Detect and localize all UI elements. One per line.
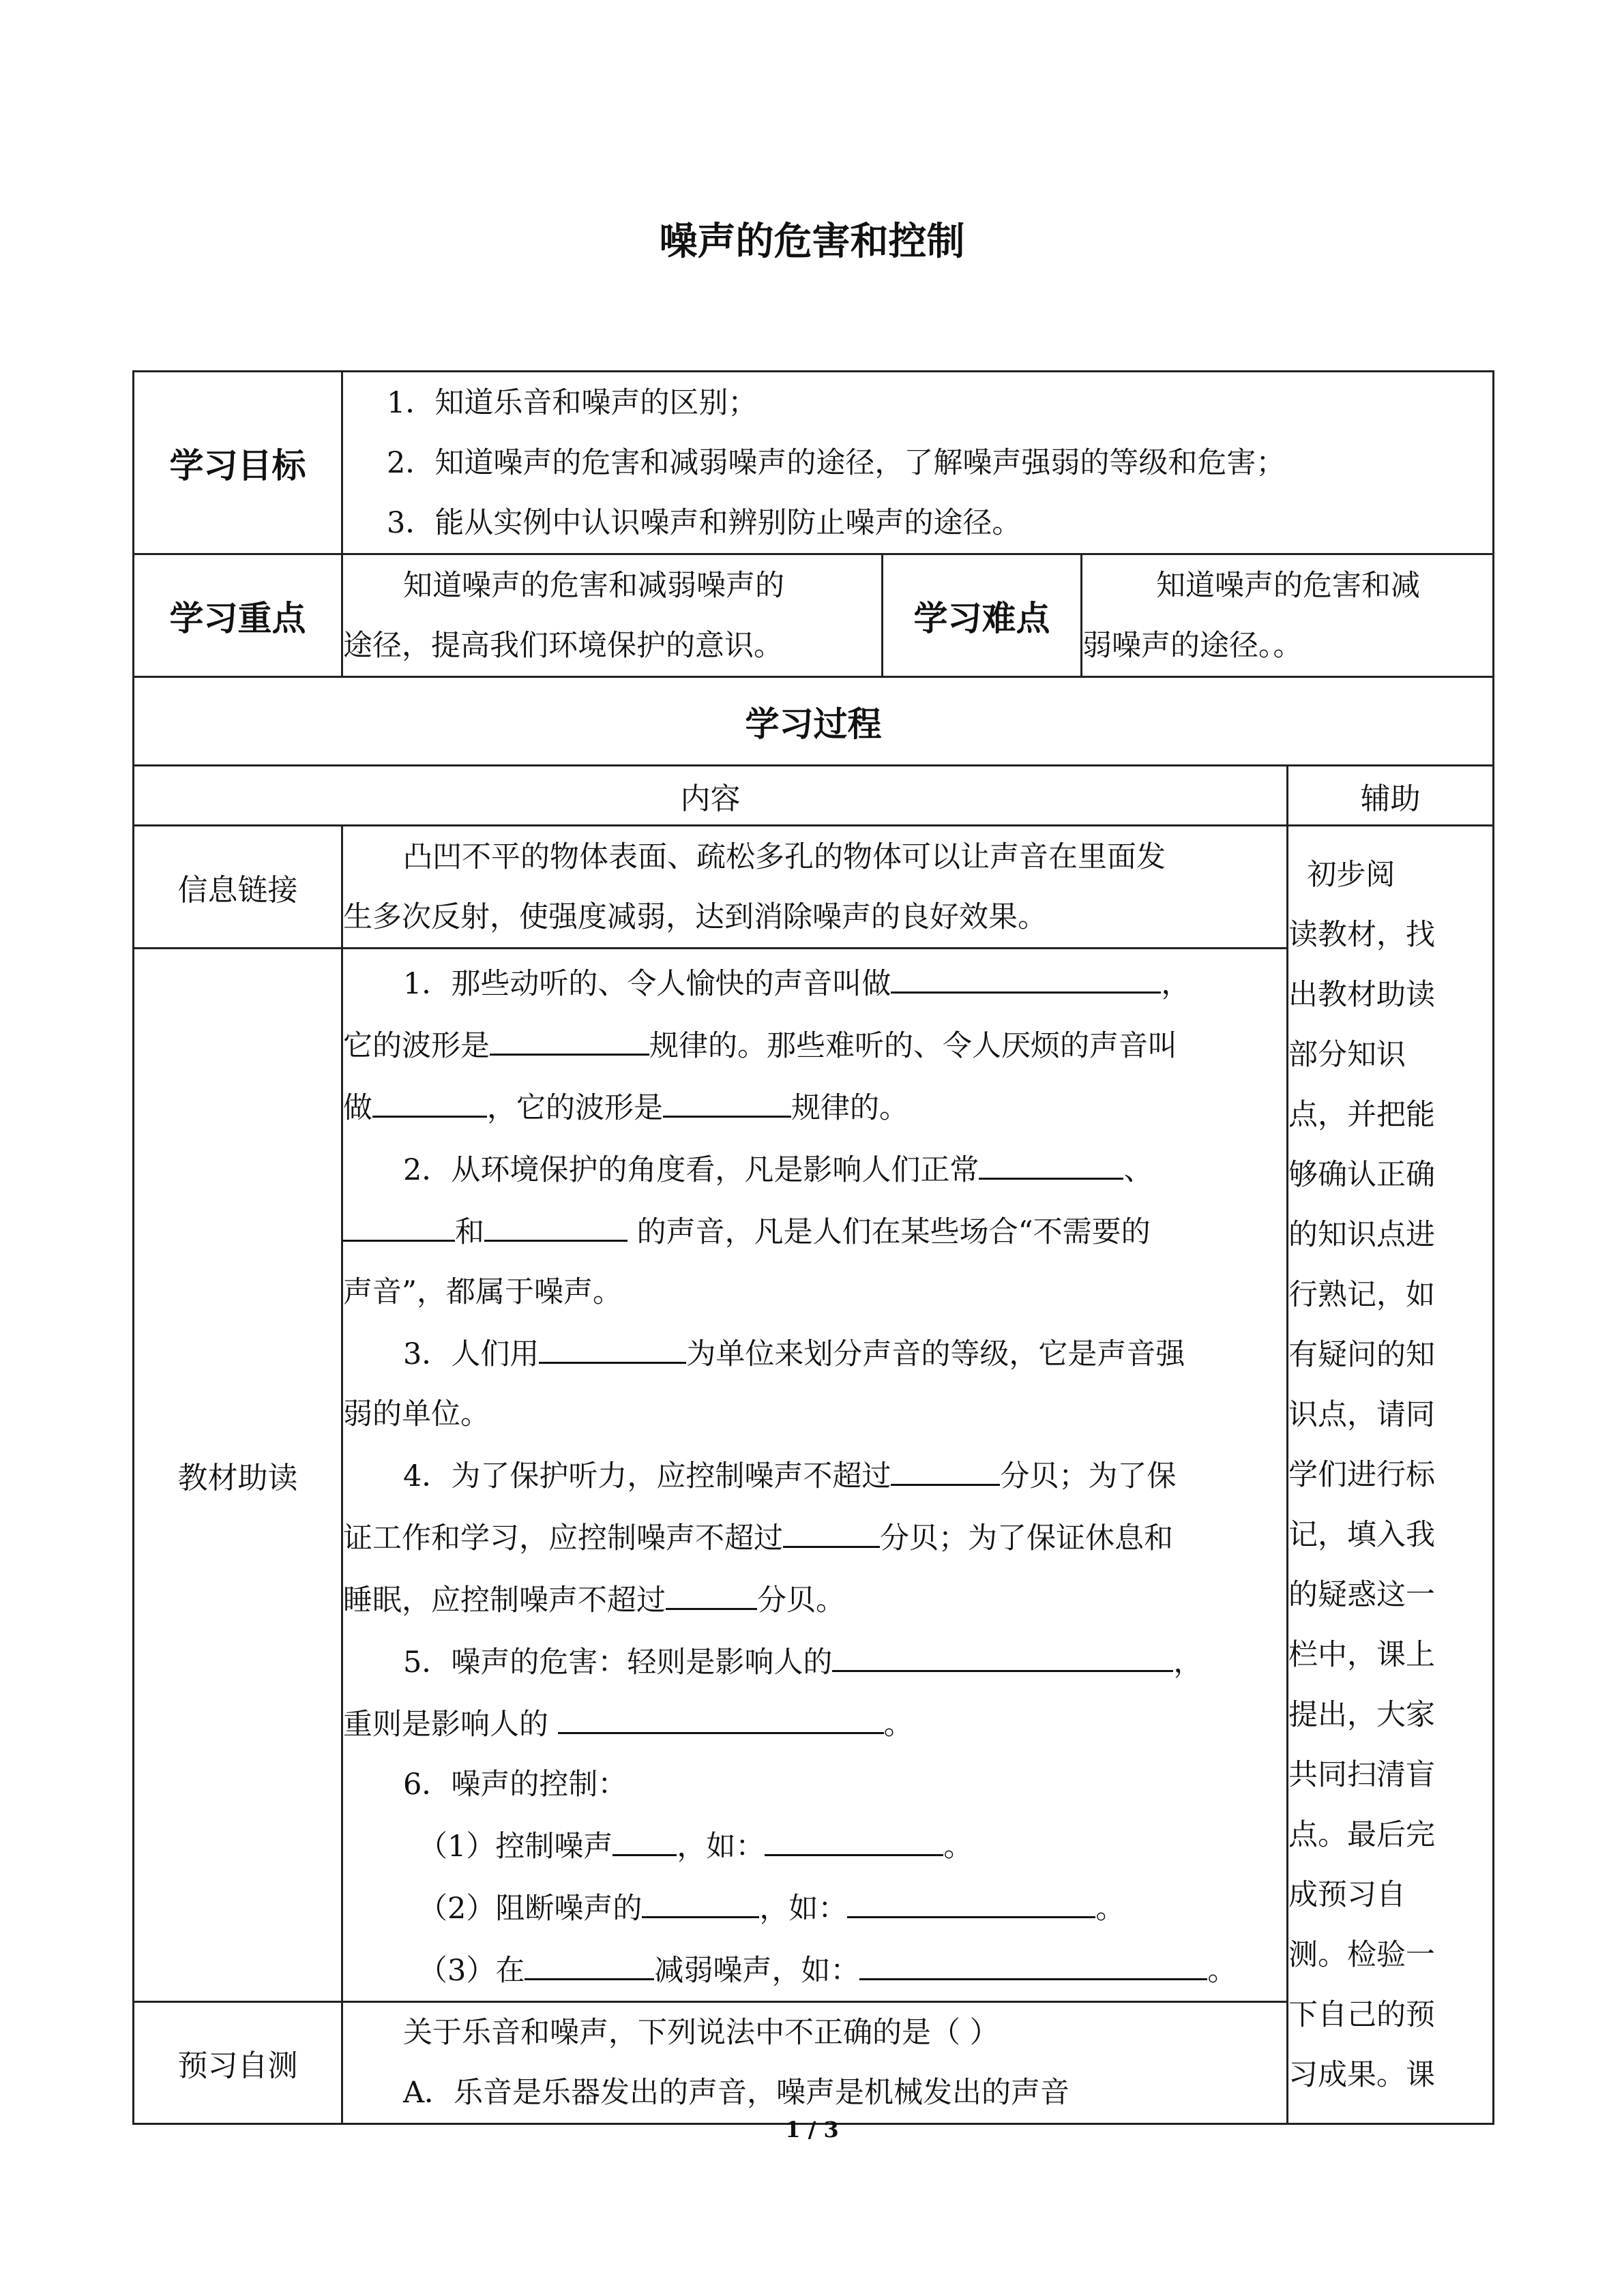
aux-line: 的疑惑这一 xyxy=(1288,1577,1435,1612)
question-3-line: 弱的单位。 xyxy=(343,1397,490,1431)
question-6-line: 6．噪声的控制： xyxy=(403,1768,628,1802)
aux-line: 够确认正确 xyxy=(1288,1157,1435,1192)
question-1-line: 做 ，它的波形是 规律的。 xyxy=(343,1076,1286,1138)
self-test-question: 关于乐音和噪声，下列说法中不正确的是（ ） xyxy=(403,2016,999,2050)
goal-item: 3．能从实例中认识噪声和辨别防止噪声的途径。 xyxy=(387,505,1022,540)
info-link-label: 信息链接 xyxy=(134,826,342,949)
question-4-line: 证工作和学习，应控制噪声不超过 分贝；为了保证休息和 xyxy=(343,1506,1286,1568)
blank-field[interactable] xyxy=(832,1630,1173,1672)
key-points-label: 学习重点 xyxy=(134,554,342,677)
aux-line: 提出，大家 xyxy=(1288,1697,1435,1732)
question-4-line: 睡眠，应控制噪声不超过 分贝。 xyxy=(343,1568,1286,1630)
info-link-content xyxy=(342,826,1288,949)
key-points-line: 途径，提高我们环境保护的意识。 xyxy=(343,628,783,663)
aux-line: 学们进行标 xyxy=(1288,1457,1435,1492)
key-points-row xyxy=(134,554,1494,677)
self-test-content xyxy=(342,2002,1288,2124)
blank-field[interactable] xyxy=(979,1138,1123,1180)
aux-line: 点，并把能 xyxy=(1288,1097,1435,1132)
aux-notes xyxy=(1288,826,1494,2124)
info-link-row xyxy=(134,826,1494,949)
textbook-content xyxy=(342,949,1288,2002)
column-header-row xyxy=(134,766,1494,826)
page-number: 1 / 3 xyxy=(785,2117,839,2143)
blank-field[interactable] xyxy=(343,1200,455,1242)
question-5-line: 重则是影响人的 。 xyxy=(343,1693,1286,1755)
blank-field[interactable] xyxy=(539,1322,686,1364)
process-header: 学习过程 xyxy=(134,677,1494,766)
aux-line: 有疑问的知 xyxy=(1288,1337,1435,1372)
blank-field[interactable] xyxy=(891,952,1161,994)
self-test-label: 预习自测 xyxy=(134,2002,342,2124)
blank-field[interactable] xyxy=(612,1815,677,1856)
aux-line: 栏中，课上 xyxy=(1288,1637,1435,1672)
document-title: 噪声的危害和控制 xyxy=(659,220,965,264)
blank-field[interactable] xyxy=(666,1568,757,1610)
blank-field[interactable] xyxy=(765,1815,943,1856)
info-link-line: 凸凹不平的物体表面、疏松多孔的物体可以让声音在里面发 xyxy=(403,839,1166,874)
question-6-item: （3）在 减弱噪声，如： 。 xyxy=(343,1939,1286,2001)
aux-line: 习成果。课 xyxy=(1288,2057,1435,2092)
blank-field[interactable] xyxy=(891,1444,1000,1486)
question-1-line: 它的波形是 规律的。那些难听的、令人厌烦的声音叫 xyxy=(343,1014,1286,1076)
key-points-content xyxy=(342,554,883,677)
goals-label: 学习目标 xyxy=(134,372,342,554)
aux-line: 初步阅 xyxy=(1288,857,1396,892)
difficulties-content xyxy=(1082,554,1494,677)
aux-line: 识点，请同 xyxy=(1288,1397,1435,1432)
info-link-line: 生多次反射，使强度减弱，达到消除噪声的良好效果。 xyxy=(343,899,1047,934)
question-6-item: （2）阻断噪声的 ，如： 。 xyxy=(343,1877,1286,1939)
aux-line: 成预习自 xyxy=(1288,1877,1406,1912)
aux-line: 点。最后完 xyxy=(1288,1817,1435,1852)
self-test-option[interactable]: A．乐音是乐器发出的声音，噪声是机械发出的声音 xyxy=(403,2076,1070,2110)
blank-field[interactable] xyxy=(783,1506,880,1548)
blank-field[interactable] xyxy=(490,1014,649,1056)
aux-line: 读教材，找 xyxy=(1288,917,1435,952)
goal-item: 2．知道噪声的危害和减弱噪声的途径，了解噪声强弱的等级和危害； xyxy=(387,445,1286,480)
aux-line: 测。检验一 xyxy=(1288,1937,1435,1972)
process-header-row xyxy=(134,677,1494,766)
aux-line: 的知识点进 xyxy=(1288,1217,1435,1252)
aux-line: 记，填入我 xyxy=(1288,1517,1435,1552)
study-plan-table xyxy=(132,370,1494,2125)
question-2-line: 2．从环境保护的角度看，凡是影响人们正常 、 xyxy=(343,1138,1286,1200)
aux-line: 行熟记，如 xyxy=(1288,1277,1435,1312)
difficulties-line: 弱噪声的途径。。 xyxy=(1082,628,1303,663)
aux-line: 下自己的预 xyxy=(1288,1997,1435,2032)
blank-field[interactable] xyxy=(484,1200,628,1242)
aux-column-header: 辅助 xyxy=(1288,766,1494,826)
difficulties-label: 学习难点 xyxy=(883,554,1082,677)
question-6-item: （1）控制噪声 ，如： 。 xyxy=(343,1815,1286,1877)
content-column-header: 内容 xyxy=(134,766,1288,826)
blank-field[interactable] xyxy=(859,1939,1207,1980)
blank-field[interactable] xyxy=(525,1939,654,1980)
question-1-line: 1．那些动听的、令人愉快的声音叫做 ， xyxy=(343,952,1286,1014)
goal-item: 1．知道乐音和噪声的区别； xyxy=(387,385,758,420)
question-5-line: 5．噪声的危害：轻则是影响人的 ， xyxy=(343,1630,1286,1693)
blank-field[interactable] xyxy=(642,1877,759,1918)
difficulties-line: 知道噪声的危害和减 xyxy=(1156,568,1420,603)
goals-row xyxy=(134,372,1494,554)
goals-content xyxy=(342,372,1494,554)
blank-field[interactable] xyxy=(663,1076,791,1118)
question-4-line: 4．为了保护听力，应控制噪声不超过 分贝；为了保 xyxy=(343,1444,1286,1506)
blank-field[interactable] xyxy=(372,1076,487,1118)
blank-field[interactable] xyxy=(558,1693,884,1734)
question-3-line: 3．人们用 为单位来划分声音的等级，它是声音强 xyxy=(343,1322,1286,1384)
question-2-line: 声音”，都属于噪声。 xyxy=(343,1275,622,1309)
question-2-line: 和 的声音，凡是人们在某些场合“不需要的 xyxy=(343,1200,1286,1262)
textbook-label: 教材助读 xyxy=(134,949,342,2002)
aux-line: 共同扫清盲 xyxy=(1288,1757,1435,1792)
aux-line: 出教材助读 xyxy=(1288,977,1435,1012)
blank-field[interactable] xyxy=(847,1877,1095,1918)
key-points-line: 知道噪声的危害和减弱噪声的 xyxy=(403,568,784,603)
aux-line: 部分知识 xyxy=(1288,1037,1406,1072)
